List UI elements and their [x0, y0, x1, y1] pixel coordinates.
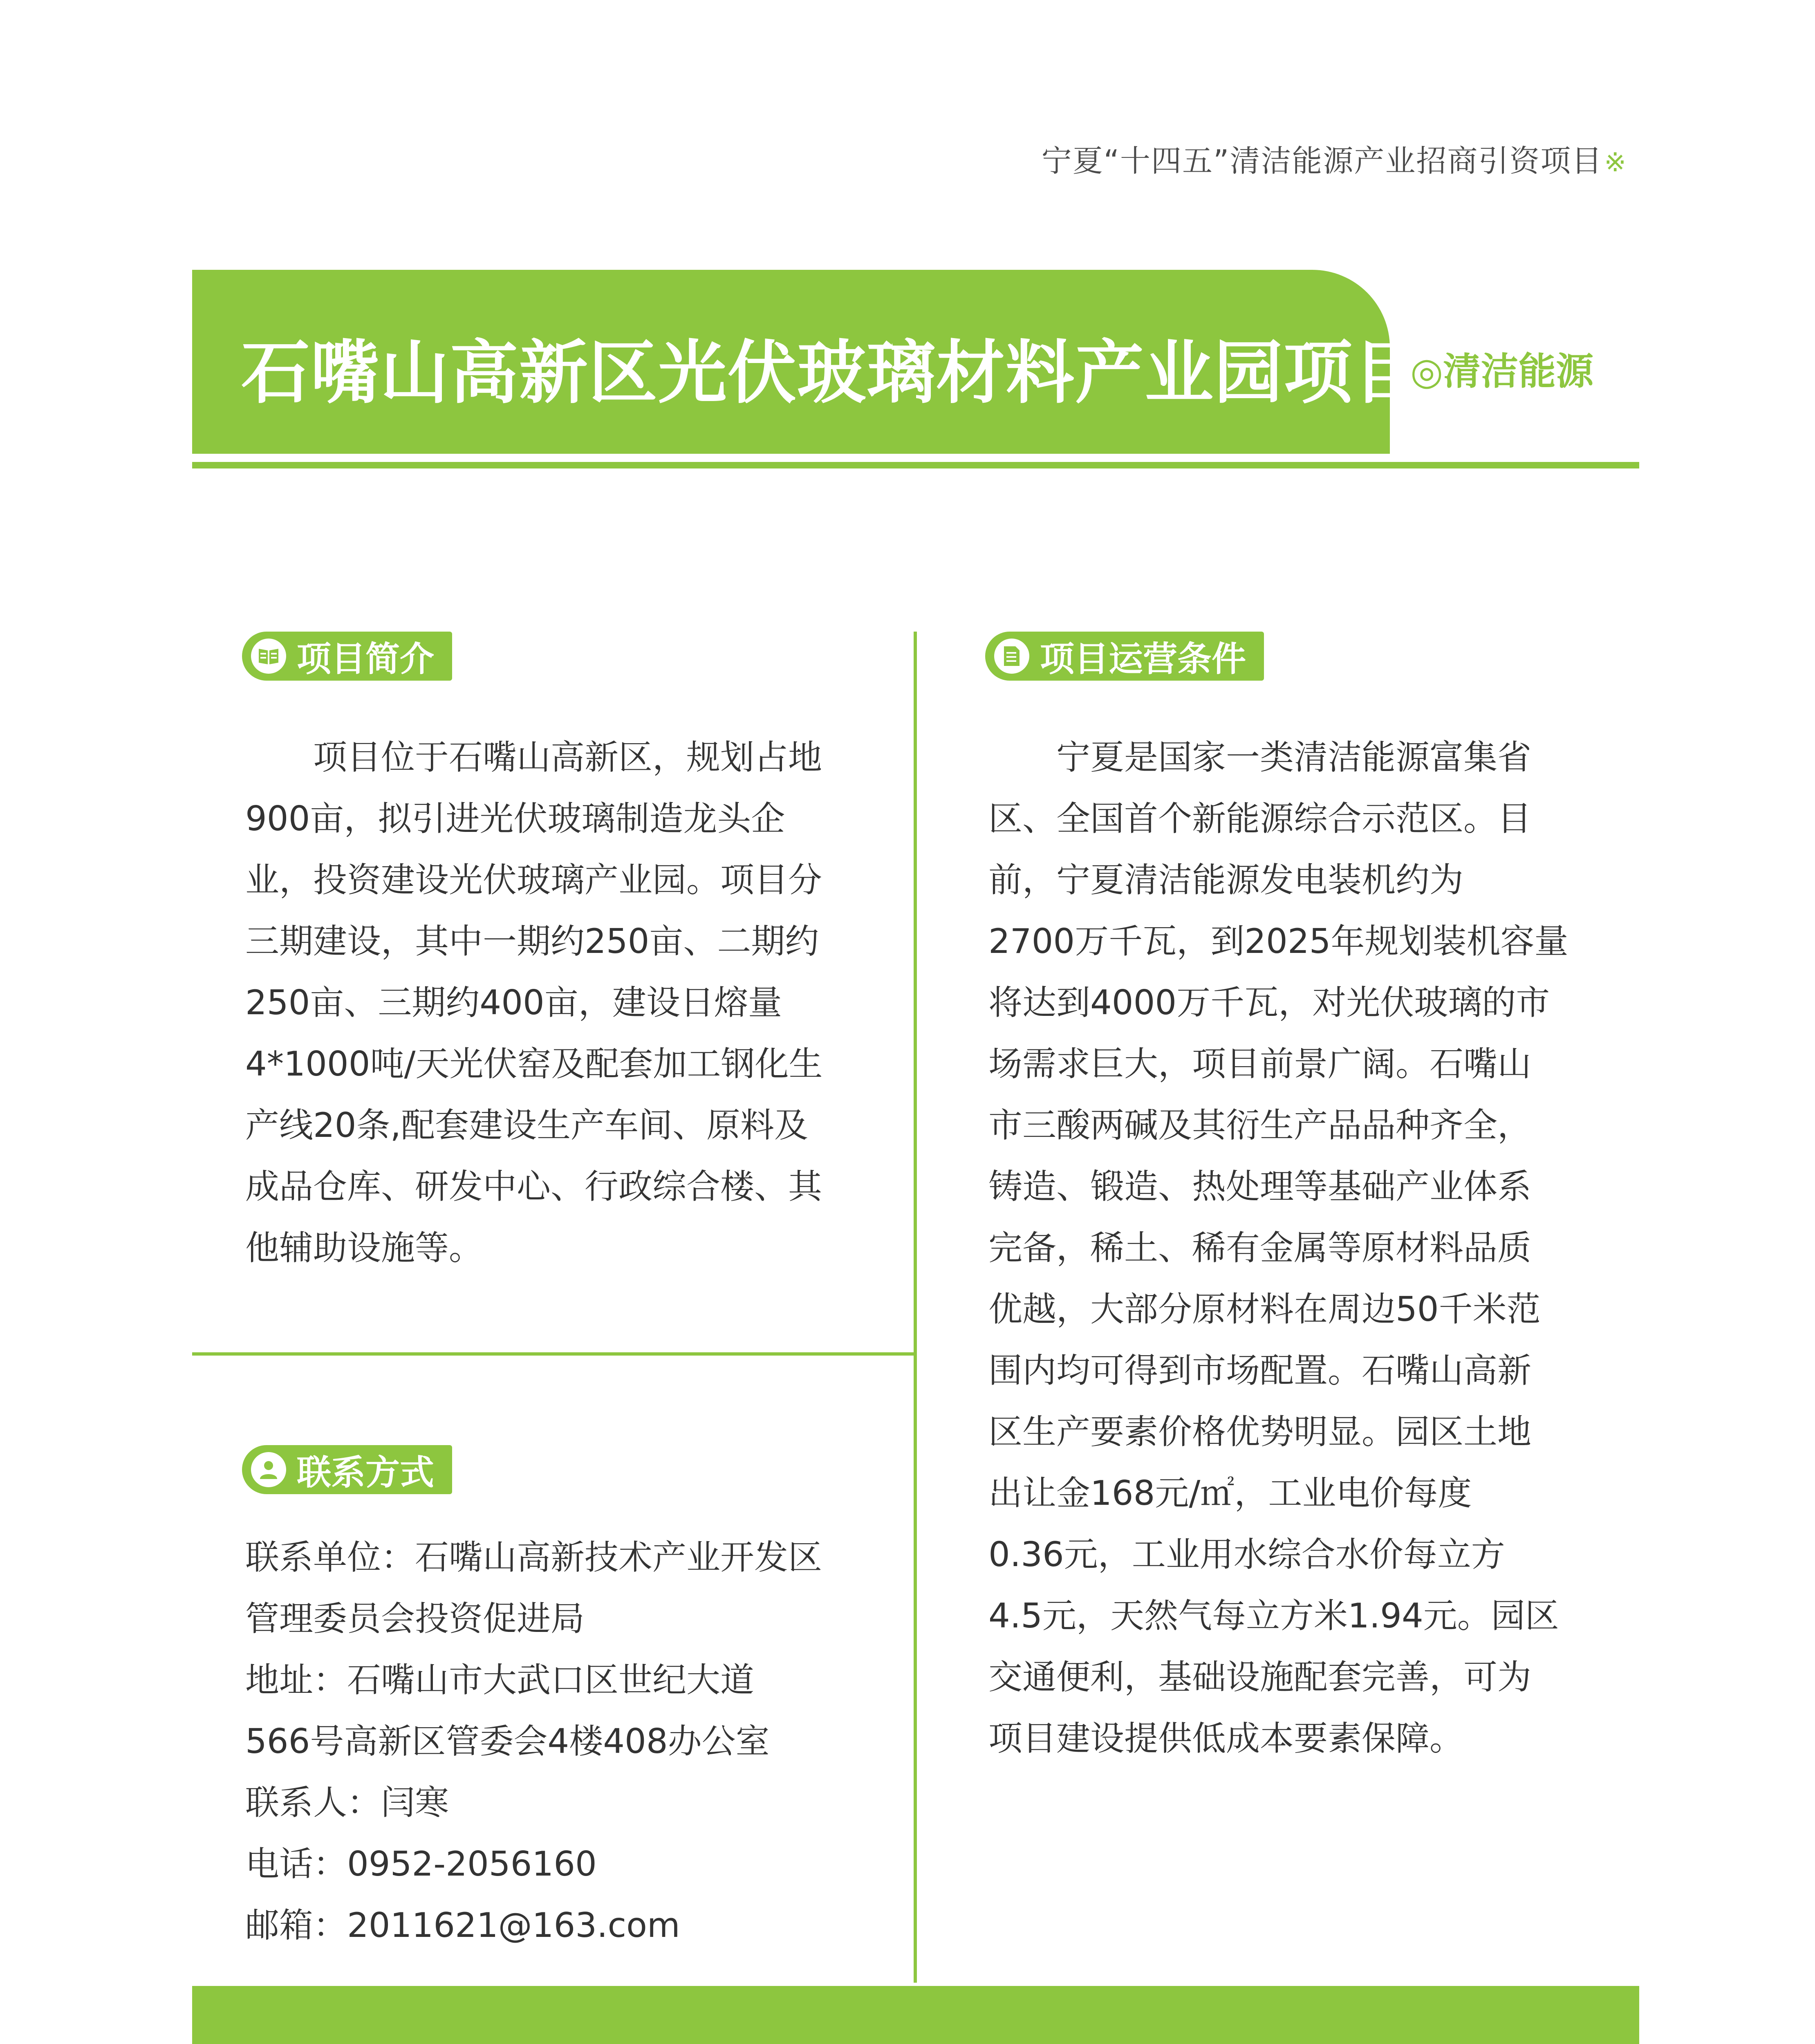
intro-line: 他辅助设施等。 [245, 1228, 483, 1268]
person-icon [251, 1452, 286, 1487]
series-header [1042, 137, 1627, 180]
conditions-line: 区、全国首个新能源综合示范区。目 [988, 799, 1531, 838]
conditions-heading [985, 632, 1264, 681]
contact-heading-label: 联系方式 [297, 1452, 435, 1493]
conditions-line: 区生产要素价格优势明显。园区土地 [988, 1412, 1531, 1452]
contact-line: 地址：石嘴山市大武口区世纪大道 [245, 1660, 754, 1700]
column-divider [914, 632, 917, 1983]
section-divider [192, 1352, 917, 1356]
conditions-line: 完备，稀土、稀有金属等原材料品质 [988, 1228, 1531, 1268]
conditions-line: 0.36元，工业用水综合水价每立方 [988, 1535, 1505, 1574]
contact-info [245, 1527, 822, 1956]
conditions-line: 市三酸两碱及其衍生产品品种齐全， [988, 1105, 1531, 1145]
intro-line: 4*1000吨/天光伏窑及配套加工钢化生 [245, 1044, 823, 1084]
series-title: 宁夏“十四五”清洁能源产业招商引资项目 [1041, 143, 1603, 179]
conditions-line: 将达到4000万千瓦，对光伏玻璃的市 [988, 983, 1550, 1022]
contact-line: 管理委员会投资促进局 [245, 1599, 585, 1638]
intro-line: 250亩、三期约400亩，建设日熔量 [245, 983, 782, 1022]
book-icon [251, 639, 286, 674]
conditions-line: 围内均可得到市场配置。石嘴山高新 [988, 1351, 1531, 1390]
conditions-heading-label: 项目运营条件 [1040, 639, 1246, 679]
intro-line: 三期建设，其中一期约250亩、二期约 [245, 921, 819, 961]
intro-line: 业，投资建设光伏玻璃产业园。项目分 [245, 860, 822, 900]
conditions-text [988, 727, 1577, 1769]
header-mark: ※ [1604, 148, 1627, 178]
conditions-line: 交通便利，基础设施配套完善，可为 [988, 1657, 1531, 1697]
intro-line: 产线20条,配套建设生产车间、原料及 [245, 1105, 808, 1145]
conditions-line: 优越，大部分原材料在周边50千米范 [988, 1289, 1541, 1329]
contact-heading [242, 1445, 452, 1494]
investment-box [192, 1986, 1639, 2044]
intro-line: 成品仓库、研发中心、行政综合楼、其 [245, 1167, 822, 1206]
conditions-line: 场需求巨大，项目前景广阔。石嘴山 [988, 1044, 1531, 1084]
conditions-line: 2700万千瓦，到2025年规划装机容量 [988, 921, 1569, 961]
conditions-line: 宁夏是国家一类清洁能源富集省 [1056, 737, 1531, 777]
contact-phone: 电话：0952-2056160 [245, 1844, 597, 1884]
contact-line: 联系单位：石嘴山高新技术产业开发区 [245, 1537, 822, 1577]
conditions-line: 出让金168元/㎡，工业电价每度 [988, 1473, 1472, 1513]
title-rule [192, 462, 1639, 468]
page-title: 石嘴山高新区光伏玻璃材料产业园项目 [241, 332, 1423, 413]
document-icon [994, 639, 1029, 674]
intro-heading-label: 项目简介 [297, 639, 435, 679]
intro-text [245, 727, 846, 1279]
title-band [192, 270, 1423, 454]
category-tag: ◎清洁能源 [1410, 350, 1594, 393]
intro-line: 900亩，拟引进光伏玻璃制造龙头企 [245, 799, 785, 838]
conditions-line: 项目建设提供低成本要素保障。 [988, 1719, 1463, 1758]
contact-line: 联系人：闫寒 [245, 1783, 449, 1822]
conditions-line: 前，宁夏清洁能源发电装机约为 [988, 860, 1463, 900]
conditions-line: 4.5元，天然气每立方米1.94元。园区 [988, 1596, 1559, 1636]
contact-line: 566号高新区管委会4楼408办公室 [245, 1721, 770, 1761]
conditions-line: 铸造、锻造、热处理等基础产业体系 [988, 1167, 1531, 1206]
contact-email: 邮箱：2011621@163.com [245, 1905, 680, 1945]
intro-line: 项目位于石嘴山高新区，规划占地 [313, 737, 822, 777]
intro-heading [242, 632, 452, 681]
